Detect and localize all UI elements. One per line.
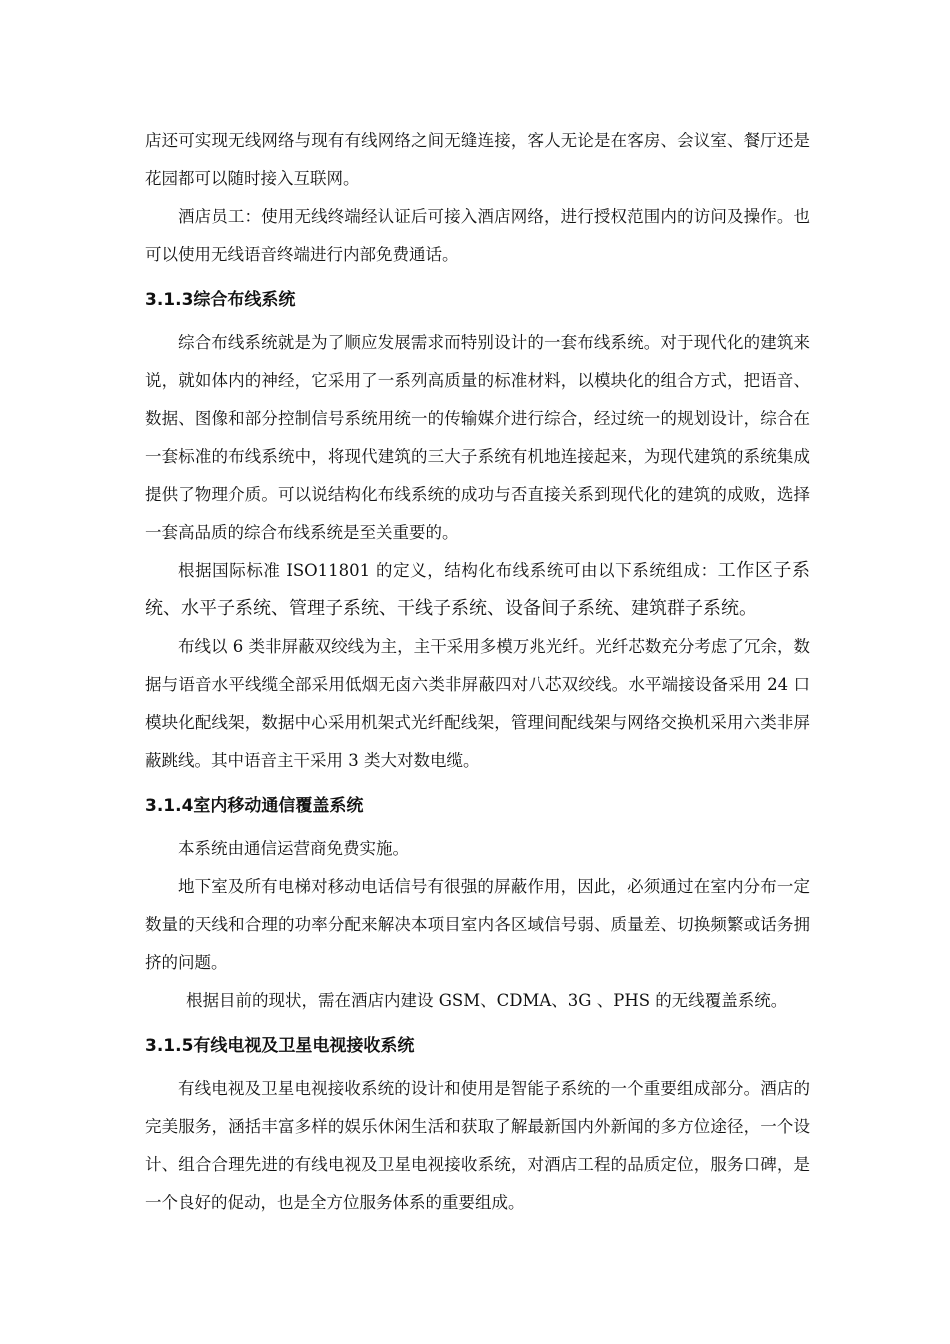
tv-paragraph-overview: 有线电视及卫星电视接收系统的设计和使用是智能子系统的一个重要组成部分。酒店的完美服务，涵括丰富多样的娱乐休闲生活和获取了解最新国内外新闻的多方位途径，一个设计、组合合理先进的有线电视及卫星电视接收系统，对酒店工程的品质定位，服务口碑，是一个良好的促动，也是全方位服务体系的重要组成。 (145, 1079, 810, 1212)
cabling-paragraph-specs: 布线以 6 类非屏蔽双绞线为主，主干采用多模万兆光纤。光纤芯数充分考虑了冗余，数据与语音水平线缆全部采用低烟无卤六类非屏蔽四对八芯双绞线。水平端接设备采用 24 口模块化配线架，数据中心采用机架式光纤配线架，管理间配线架与网络交换机采用六类非屏蔽跳线。其中语音主干采用 3 类大对数电缆。 (145, 637, 810, 770)
mobile-paragraph-shielding: 地下室及所有电梯对移动电话信号有很强的屏蔽作用，因此，必须通过在室内分布一定数量的天线和合理的功率分配来解决本项目室内各区域信号弱、质量差、切换频繁或话务拥挤的问题。 (145, 877, 810, 972)
mobile-paragraph-coverage: 根据目前的现状，需在酒店内建设 GSM、CDMA、3G 、PHS 的无线覆盖系统。 (186, 991, 788, 1010)
mobile-paragraph-operator: 本系统由通信运营商免费实施。 (178, 839, 409, 858)
section-heading-cabling: 3.1.3综合布线系统 (145, 290, 296, 310)
document-page (145, 122, 810, 1222)
intro-paragraph-hotel-staff: 酒店员工：使用无线终端经认证后可接入酒店网络，进行授权范围内的访问及操作。也可以使用无线语音终端进行内部免费通话。 (145, 207, 810, 264)
cabling-paragraph-overview: 综合布线系统就是为了顺应发展需求而特别设计的一套布线系统。对于现代化的建筑来说，就如体内的神经，它采用了一系列高质量的标准材料，以模块化的组合方式，把语音、数据、图像和部分控制信号系统用统一的传输媒介进行综合，经过统一的规划设计，综合在一套标准的布线系统中，将现代建筑的三大子系统有机地连接起来，为现代建筑的系统集成提供了物理介质。可以说结构化布线系统的成功与否直接关系到现代化的建筑的成败，选择一套高品质的综合布线系统是至关重要的。 (145, 333, 810, 542)
section-heading-indoor-mobile: 3.1.4室内移动通信覆盖系统 (145, 796, 364, 816)
cabling-paragraph-iso-standard (145, 552, 810, 628)
section-heading-cable-satellite-tv: 3.1.5有线电视及卫星电视接收系统 (145, 1036, 415, 1056)
cabling-subsystems-list: 工作区子系统、水平子系统、管理子系统、干线子系统、设备间子系统、建筑群子系统。 (145, 560, 811, 619)
intro-paragraph-wireless-guests: 店还可实现无线网络与现有有线网络之间无缝连接，客人无论是在客房、会议室、餐厅还是花园都可以随时接入互联网。 (145, 131, 810, 188)
cabling-iso-lead: 根据国际标准 ISO11801 的定义，结构化布线系统可由以下系统组成： (178, 561, 718, 580)
